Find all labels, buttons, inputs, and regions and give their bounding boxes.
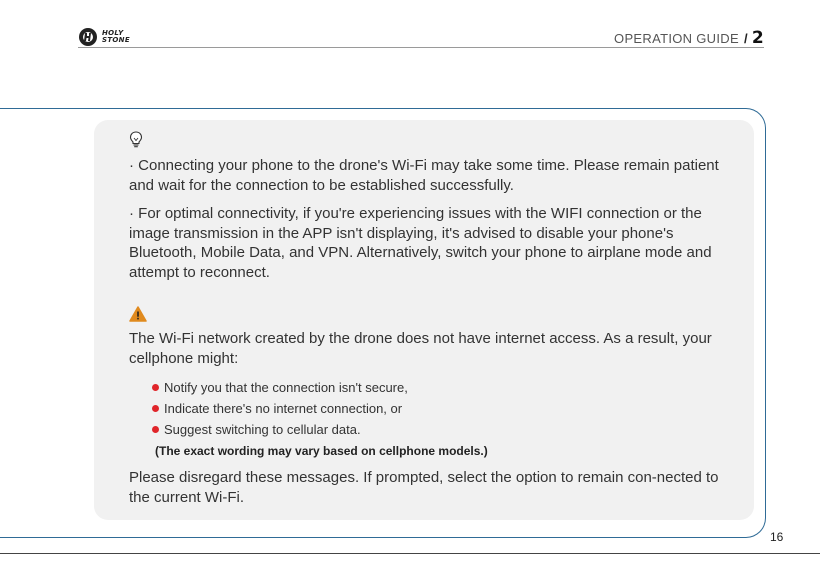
bullet-text: Notify you that the connection isn't secure, bbox=[164, 380, 408, 395]
wording-note: (The exact wording may vary based on cellphone models.) bbox=[155, 444, 488, 458]
bullet-dot-icon bbox=[152, 405, 159, 412]
logo-line-1: HOLY bbox=[102, 29, 124, 37]
page-number: 16 bbox=[770, 530, 784, 544]
closing-paragraph: Please disregard these messages. If prompted, select the option to remain con-nected to the current Wi-Fi. bbox=[129, 469, 719, 506]
list-item bbox=[152, 398, 729, 419]
section-header bbox=[614, 28, 764, 48]
card-content bbox=[129, 131, 729, 507]
section-number: 2 bbox=[751, 28, 764, 48]
section-title: OPERATION GUIDE bbox=[614, 30, 739, 46]
holy-stone-logo-icon bbox=[78, 27, 98, 47]
tip-paragraph-2: · For optimal connectivity, if you're experiencing issues with the WIFI connection or the image transmission in the APP isn't displaying, it's advised to disable your phone's Bluetooth, Mobile Data, and VPN. Alternatively, switch your phone to airplane mode and attempt to reconnect. bbox=[129, 205, 712, 281]
bullet-text: Suggest switching to cellular data. bbox=[164, 422, 361, 437]
warning-triangle-icon bbox=[129, 306, 147, 322]
list-item bbox=[152, 419, 729, 440]
section-slash: / bbox=[743, 30, 748, 46]
bullet-text: Indicate there's no internet connection, or bbox=[164, 401, 403, 416]
tip-paragraph-1: · Connecting your phone to the drone's Wi-Fi may take some time. Please remain patient and wait for the connection to be established successfully. bbox=[129, 157, 719, 194]
logo-wordmark bbox=[102, 30, 130, 44]
footer-divider bbox=[0, 553, 820, 554]
header-divider bbox=[78, 47, 764, 48]
bullet-dot-icon bbox=[152, 426, 159, 433]
warning-intro: The Wi-Fi network created by the drone does not have internet access. As a result, your cellphone might: bbox=[129, 330, 712, 367]
brand-logo bbox=[78, 27, 130, 47]
bullet-dot-icon bbox=[152, 384, 159, 391]
lightbulb-icon bbox=[129, 131, 143, 148]
list-item bbox=[152, 377, 729, 398]
logo-line-2: STONE bbox=[102, 36, 130, 44]
warning-bullet-list bbox=[152, 377, 729, 440]
